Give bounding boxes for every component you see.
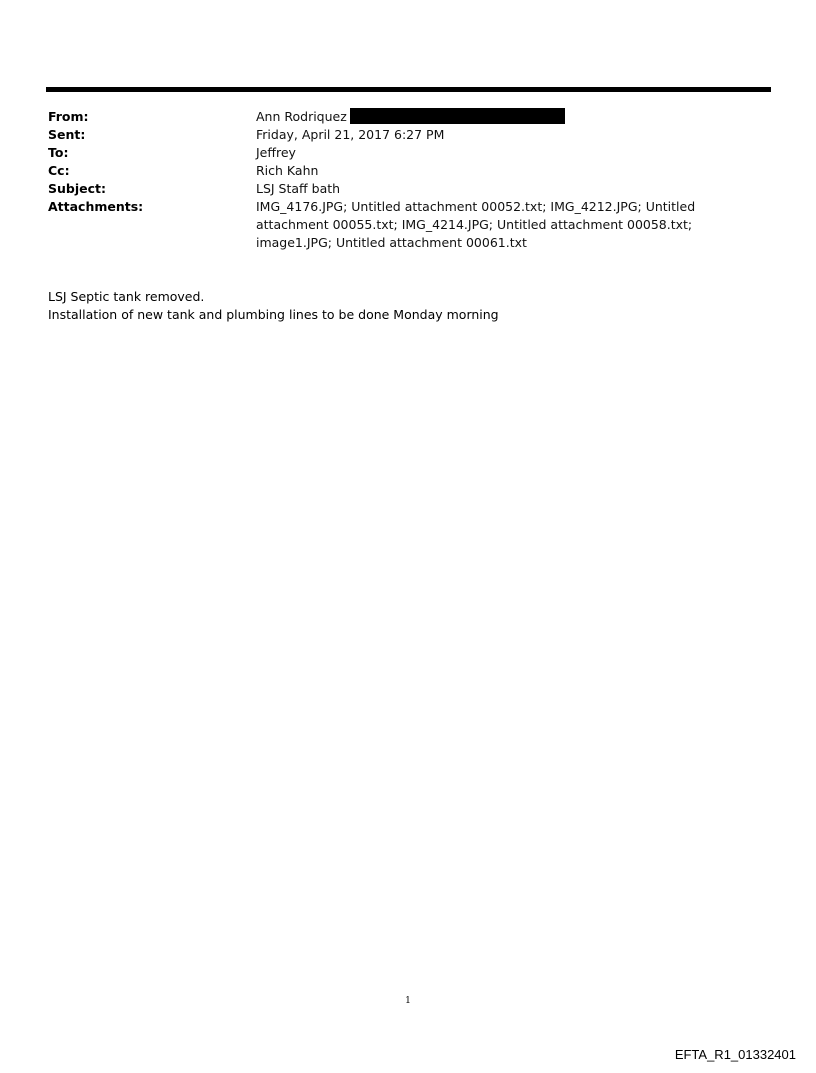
to-label: To: [48,145,69,160]
subject-label: Subject: [48,181,106,196]
bates-number: EFTA_R1_01332401 [674,1047,796,1062]
attachments-label: Attachments: [48,199,144,214]
sent-row [48,126,768,144]
email-body [48,288,768,324]
cc-row [48,162,768,180]
page-number: 1 [405,996,411,1006]
header-divider [46,87,771,92]
from-value: Ann Rodriquez [256,109,347,124]
to-value: Jeffrey [256,145,296,160]
redaction-box [350,108,565,124]
from-label: From: [48,109,89,124]
subject-row [48,180,768,198]
subject-value: LSJ Staff bath [256,181,341,196]
body-line: Installation of new tank and plumbing lines to be done Monday morning [48,307,499,322]
sent-label: Sent: [48,127,86,142]
attachments-row [48,198,768,252]
cc-value: Rich Kahn [256,163,319,178]
email-header [48,108,768,252]
sent-value: Friday, April 21, 2017 6:27 PM [256,127,445,142]
from-row [48,108,768,126]
from-value-container [256,108,768,126]
attachments-value: IMG_4176.JPG; Untitled attachment 00052.txt; IMG_4212.JPG; Untitled attachment 00055.txt; IMG_4214.JPG; Untitled attachment 00058.txt; image1.JPG; Untitled attachment 00061.txt [256,199,696,250]
body-line: LSJ Septic tank removed. [48,289,205,304]
to-row [48,144,768,162]
cc-label: Cc: [48,163,70,178]
